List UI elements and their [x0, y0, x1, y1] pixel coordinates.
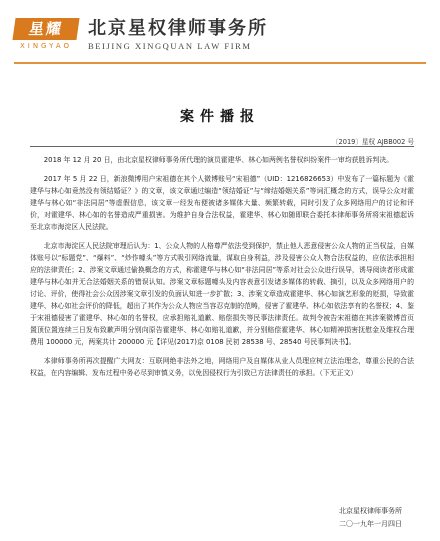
firm-logo	[14, 14, 82, 54]
logo-text: 星耀	[12, 18, 79, 40]
paragraph: 北京市海淀区人民法院审理后认为：1、公众人物的人格尊严依法受到保护，禁止他人恶意侵害公众人物的正当权益，自媒体账号以“标题党”、“爆料”、“炒作噱头”等方式吸引网络流量，谋取自身利益，涉及侵害公众人物合法权益的，应依法承担相应的法律责任；2、涉案文章通过偷换概念的方式，称霍建华与林心如“非法同居”等系对社会公众进行误导，诱导阅读者形成霍建华与林心如并无合法婚姻关系的错误认知。涉案文章标题噱头及内容表意引发诸多媒体的转载、摘引，以及众多网络用户的讨论、评价，使得社会公众因涉案文章引发的负面认知进一步扩散；3、涉案文章造成霍建华、林心如演艺形象的贬损，导致霍建华、林心如社会评价的降低，超出了其作为公众人物应当容忍克制的范畴，侵害了霍建华、林心如依法享有的名誉权；4、鉴于宋祖德侵害了霍建华、林心如的名誉权，应承担赔礼道歉、赔偿损失等民事法律责任。故判令被告宋祖德在其涉案微博首页置顶位置连续三日发布致歉声明分别向原告霍建华、林心如赔礼道歉，并分别赔偿霍建华、林心如精神损害抚慰金及维权合理费用 100000 元，两案共计 200000 元【详见(2017)京 0108 民初 28538 号、28540 号民事判决书】。	[30, 242, 414, 346]
firm-name-en: BEIJING XINGQUAN LAW FIRM	[88, 40, 252, 51]
paragraph: 2018 年 12 月 20 日，由北京星权律师事务所代理的演员霍建华、林心如两例名誉权纠纷案件一审均获胜诉判决。	[43, 156, 394, 164]
signature-org: 北京星权律师事务所	[339, 507, 402, 515]
document-body	[30, 154, 414, 386]
firm-names	[88, 18, 268, 51]
title-divider	[30, 146, 414, 147]
signature-block	[339, 505, 402, 531]
header-divider	[14, 62, 426, 64]
paragraph: 本律师事务所再次提醒广大网友：互联网绝非法外之地，网络用户及自媒体从业人员理应树立法治理念，尊重公民的合法权益，在内容编辑、发布过程中务必尽到审慎义务，以免因侵权行为引致已方法律责任的承担。（下无正文）	[30, 357, 414, 377]
logo-subtext: XINGYAO	[19, 42, 73, 50]
signature-date: 二〇一九年一月四日	[339, 520, 402, 528]
letterhead	[14, 12, 268, 56]
paragraph: 2017 年 5 月 22 日，新浪微博用户宋祖德在其个人微博账号“宋祖德”（UID：1216826653）中发布了一篇标题为《霍建华与林心如竟然没有领结婚证？》的文章，该文章通过编造“领结婚证”与“缔结婚姻关系”等词汇概念的方式，误导公众对霍建华与林心如“非法同居”等虚假信息，该文章一经发布便被诸多媒体大量、频繁转载，同时引发了众多网络用户的讨论和评价，对霍建华、林心如的名誉造成严重损害。为维护自身合法权益，霍建华、林心如随即联合委托本律师事务所将宋祖德起诉至北京市海淀区人民法院。	[30, 175, 414, 231]
document-number: 〔2019〕星权 AJBB002 号	[331, 138, 414, 146]
firm-name-cn: 北京星权律师事务所	[88, 17, 268, 39]
document-title: 案件播报	[180, 109, 260, 125]
